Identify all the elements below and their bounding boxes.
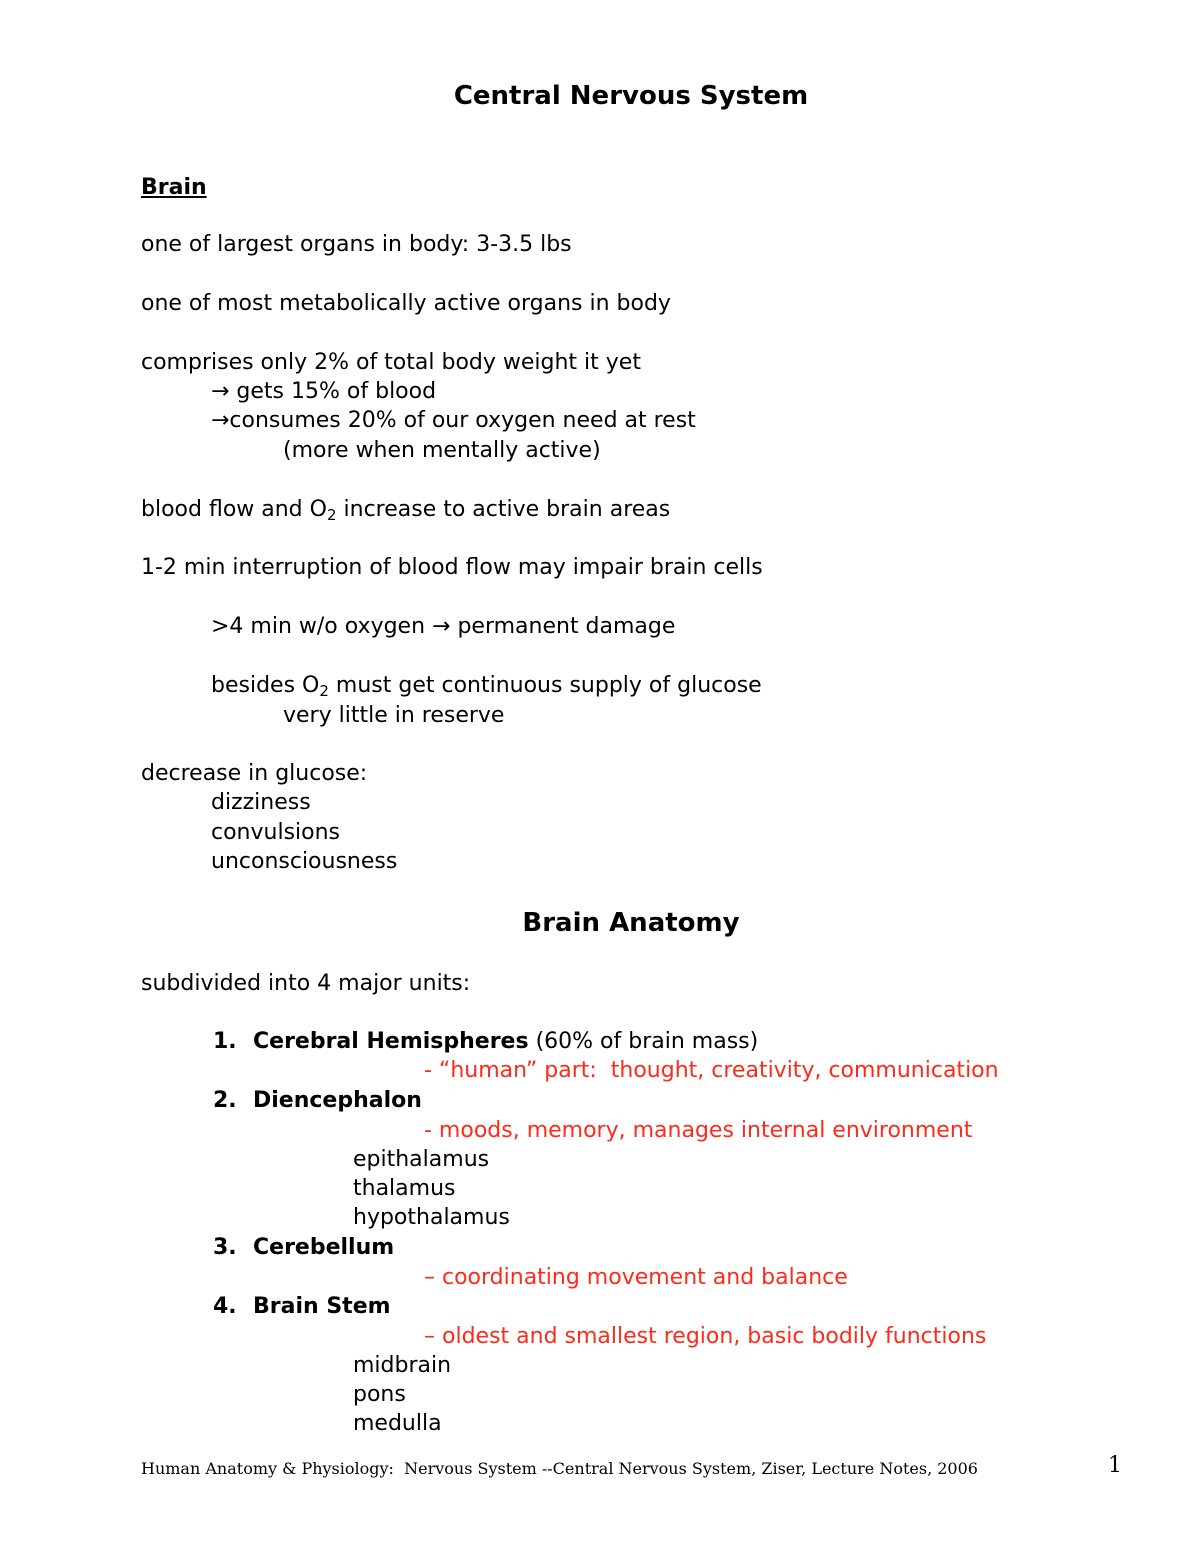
paragraph: one of most metabolically active organs in body: [141, 291, 671, 316]
unit-name: Cerebellum: [253, 1235, 395, 1260]
unit-description: – coordinating movement and balance: [424, 1265, 848, 1290]
page-number: 1: [1108, 1453, 1122, 1478]
paragraph-subpoint: →consumes 20% of our oxygen need at rest: [211, 408, 696, 433]
subscript: 2: [319, 682, 329, 700]
section-heading-brain: Brain: [141, 175, 207, 200]
paragraph: one of largest organs in body: 3-3.5 lbs: [141, 232, 572, 257]
unit-part: midbrain: [353, 1353, 452, 1378]
paragraph-subpoint: → gets 15% of blood: [211, 379, 437, 404]
paragraph: decrease in glucose:: [141, 761, 368, 786]
text-run: besides O: [211, 673, 320, 698]
text-run: blood flow and O: [141, 497, 327, 522]
unit-number: 3.: [213, 1235, 237, 1260]
unit-part: medulla: [353, 1411, 442, 1436]
unit-part: thalamus: [353, 1176, 456, 1201]
paragraph: [141, 496, 670, 529]
page-footer: Human Anatomy & Physiology: Nervous System --Central Nervous System, Ziser, Lecture Notes, 2006: [141, 1459, 978, 1478]
unit-number: 1.: [213, 1029, 237, 1054]
section-heading-brain-anatomy: Brain Anatomy: [522, 908, 740, 938]
paragraph: subdivided into 4 major units:: [141, 971, 471, 996]
unit-description: - “human” part: thought, creativity, communication: [424, 1058, 999, 1083]
paragraph-subpoint: >4 min w/o oxygen → permanent damage: [211, 614, 676, 639]
unit-description: – oldest and smallest region, basic bodily functions: [424, 1324, 987, 1349]
unit-extra: (60% of brain mass): [528, 1029, 759, 1054]
text-run: increase to active brain areas: [336, 497, 671, 522]
page-title: Central Nervous System: [453, 81, 809, 111]
unit-description: - moods, memory, manages internal environment: [424, 1118, 973, 1143]
unit-part: epithalamus: [353, 1147, 490, 1172]
paragraph-subpoint: [211, 672, 762, 705]
unit-part: pons: [353, 1382, 406, 1407]
unit-part: hypothalamus: [353, 1205, 510, 1230]
list-item: dizziness: [211, 790, 311, 815]
unit-number: 4.: [213, 1294, 237, 1319]
list-item: unconsciousness: [211, 849, 398, 874]
subscript: 2: [326, 506, 337, 524]
paragraph-note: very little in reserve: [283, 703, 505, 728]
unit-name: Brain Stem: [253, 1294, 391, 1319]
list-item: convulsions: [211, 820, 341, 845]
unit-name: Diencephalon: [253, 1088, 422, 1113]
paragraph: 1-2 min interruption of blood flow may impair brain cells: [141, 555, 763, 580]
unit-name: Cerebral Hemispheres: [253, 1029, 529, 1054]
unit-number: 2.: [213, 1088, 237, 1113]
text-run: must get continuous supply of glucose: [328, 673, 762, 698]
paragraph: comprises only 2% of total body weight it yet: [141, 350, 641, 375]
paragraph-note: (more when mentally active): [283, 438, 601, 463]
unit-title: [253, 1028, 758, 1056]
